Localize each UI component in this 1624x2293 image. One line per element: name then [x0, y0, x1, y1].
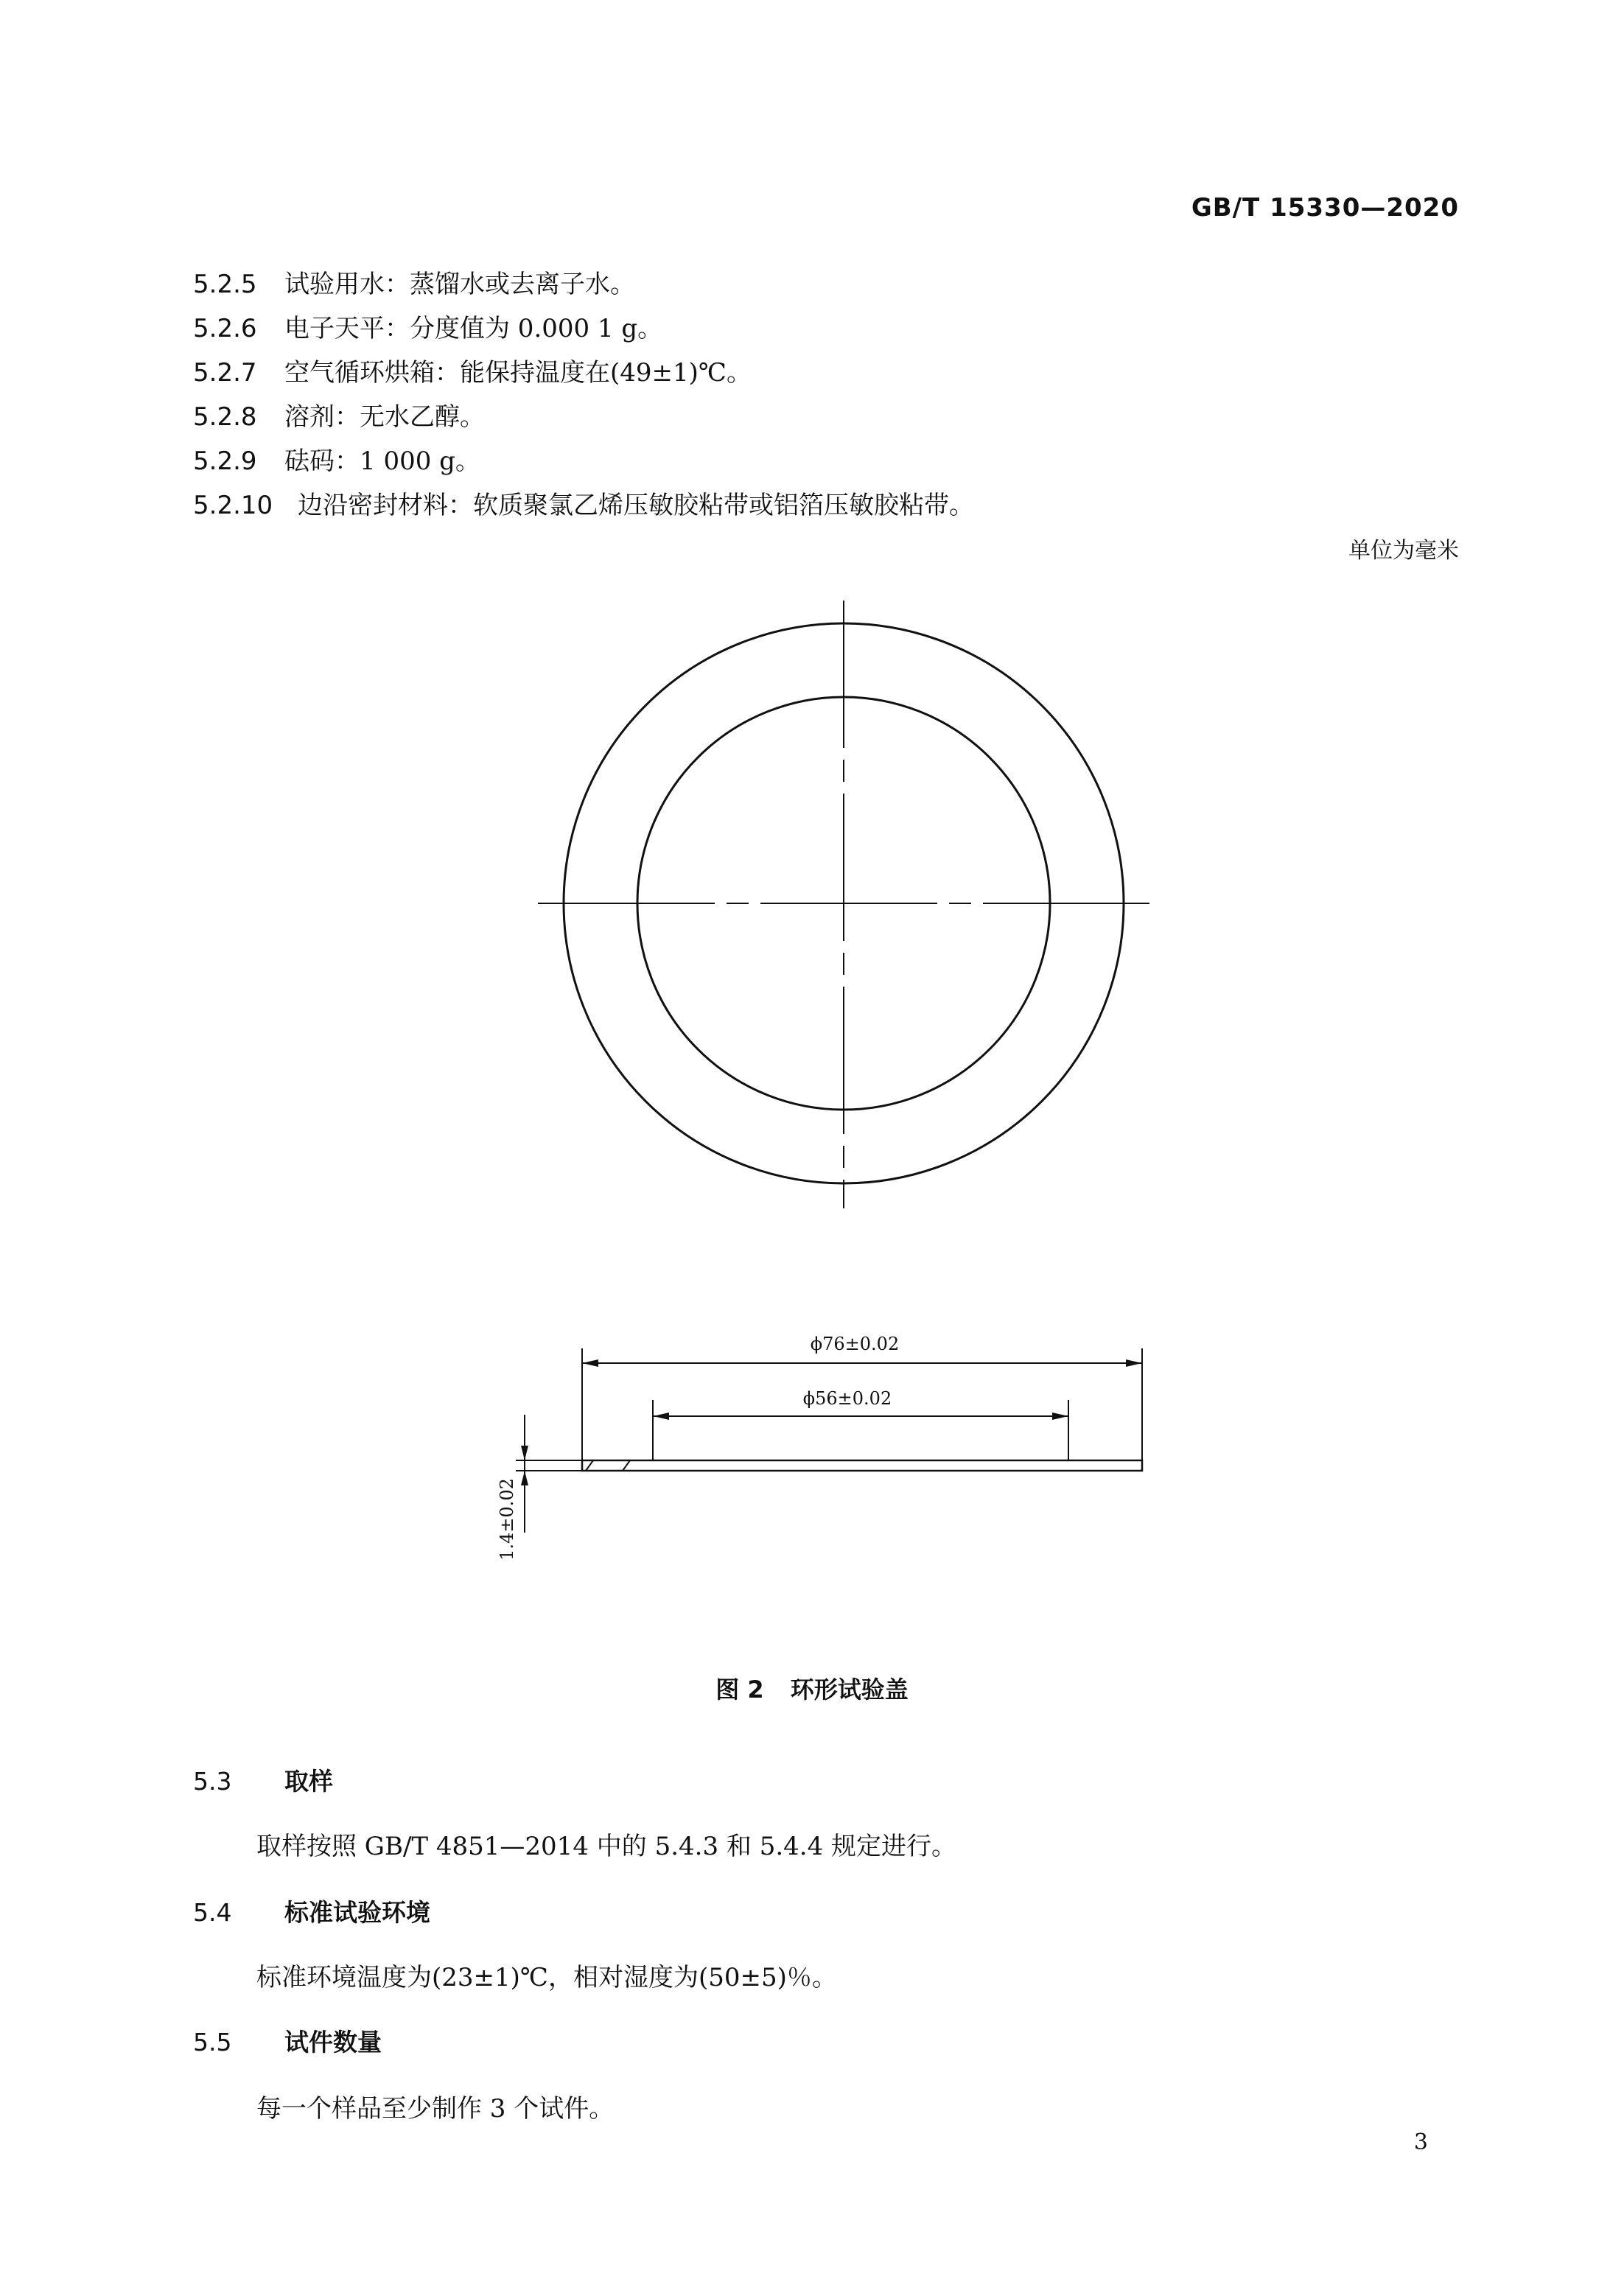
arrow-outer-left: [582, 1359, 598, 1367]
section-title: 试件数量: [284, 2028, 382, 2056]
section-5-3-heading: [193, 1762, 333, 1797]
hatch-left-2: [623, 1460, 630, 1471]
clause-number: 5.2.9: [193, 447, 257, 476]
section-5-5-text: 每一个样品至少制作 3 个试件。: [256, 2094, 615, 2124]
clause-text: 边沿密封材料：软质聚氯乙烯压敏胶粘带或铝箔压敏胶粘带。: [298, 491, 974, 520]
section-number: 5.4: [193, 1898, 232, 1927]
side-view: [516, 1348, 1142, 1533]
arrow-thick-top: [521, 1446, 528, 1460]
top-view: [538, 601, 1149, 1208]
clause-text: 电子天平：分度值为 0.000 1 g。: [284, 314, 663, 343]
clause-text: 溶剂：无水乙醇。: [284, 402, 485, 432]
arrow-thick-bottom: [521, 1471, 528, 1485]
figure-number: 图 2: [715, 1676, 764, 1704]
clause-number: 5.2.5: [193, 270, 257, 299]
clause-text: 空气循环烘箱：能保持温度在(49±1)℃。: [284, 358, 752, 388]
dim-label-inner: ϕ56±0.02: [802, 1388, 892, 1409]
page-number: 3: [1413, 2129, 1428, 2155]
unit-note: 单位为毫米: [1348, 538, 1459, 564]
section-5-4-text: 标准环境温度为(23±1)℃，相对湿度为(50±5)％。: [256, 1963, 837, 1992]
section-5-3-text: 取样按照 GB/T 4851—2014 中的 5.4.3 和 5.4.4 规定进行。: [256, 1832, 957, 1861]
plate-profile: [582, 1460, 1142, 1471]
arrow-outer-right: [1126, 1359, 1142, 1367]
section-5-5-heading: [193, 2023, 382, 2058]
hatch-left: [586, 1460, 593, 1471]
clause-number: 5.2.8: [193, 402, 257, 432]
section-title: 取样: [284, 1767, 333, 1796]
section-title: 标准试验环境: [284, 1898, 430, 1927]
section-5-4-heading: [193, 1894, 430, 1928]
clause-text: 砝码：1 000 g。: [284, 447, 480, 476]
figure-caption: [0, 1671, 1624, 1705]
section-number: 5.3: [193, 1767, 232, 1796]
clause-number: 5.2.7: [193, 358, 257, 388]
clause-text: 试验用水：蒸馏水或去离子水。: [284, 270, 635, 299]
arrow-inner-left: [653, 1412, 669, 1420]
standard-number: GB/T 15330—2020: [1191, 193, 1459, 223]
clause-number: 5.2.6: [193, 314, 257, 343]
dim-label-thickness: 1.4±0.02: [497, 1478, 517, 1561]
arrow-inner-right: [1052, 1412, 1068, 1420]
dim-label-outer: ϕ76±0.02: [810, 1334, 900, 1354]
figure-title: 环形试验盖: [790, 1676, 909, 1704]
section-number: 5.5: [193, 2028, 232, 2056]
clause-number: 5.2.10: [193, 491, 273, 520]
